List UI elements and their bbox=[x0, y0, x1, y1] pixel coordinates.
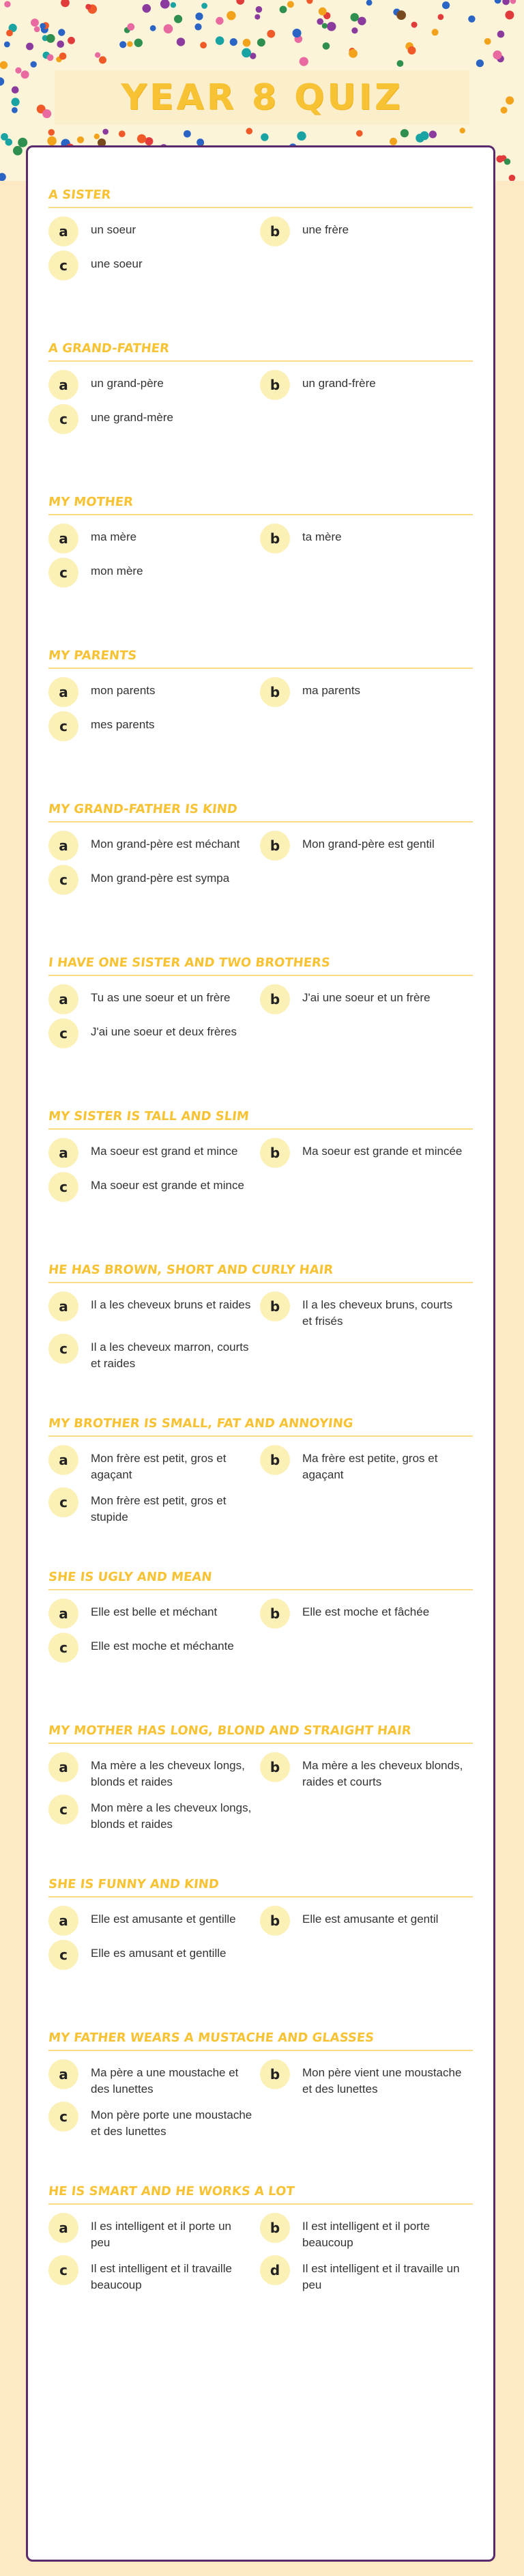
answer-option-c[interactable] bbox=[48, 715, 260, 741]
option-text: Mon père vient une moustache et des lunettes bbox=[302, 2066, 462, 2095]
confetti-dot bbox=[42, 109, 51, 118]
confetti-dot bbox=[323, 42, 330, 50]
answer-option-c[interactable] bbox=[48, 1491, 260, 1526]
question-divider bbox=[48, 2050, 473, 2051]
option-letter-badge: c bbox=[48, 1633, 78, 1663]
answer-option-c[interactable] bbox=[48, 2259, 260, 2293]
option-text: Elle est moche et fâchée bbox=[302, 1605, 430, 1618]
answer-option-c[interactable] bbox=[48, 255, 260, 281]
confetti-dot bbox=[287, 1, 294, 8]
confetti-dot bbox=[396, 10, 406, 20]
confetti-dot bbox=[401, 129, 409, 137]
answer-option-b[interactable] bbox=[260, 528, 471, 554]
confetti-dot bbox=[484, 38, 491, 45]
confetti-dot bbox=[358, 17, 366, 25]
confetti-dot bbox=[476, 59, 484, 67]
confetti-dot bbox=[61, 0, 70, 7]
option-text: Elle es amusant et gentille bbox=[91, 1947, 227, 1960]
confetti-dot bbox=[501, 106, 508, 113]
confetti-dot bbox=[85, 4, 91, 10]
page-title: YEAR 8 QUIZ bbox=[121, 77, 403, 118]
answer-option-c[interactable] bbox=[48, 1637, 260, 1663]
option-letter-badge: c bbox=[48, 1487, 78, 1517]
confetti-dot bbox=[34, 27, 40, 33]
confetti-dot bbox=[242, 48, 251, 58]
option-text: Elle est belle et méchant bbox=[91, 1605, 218, 1618]
answer-option-c[interactable] bbox=[48, 1944, 260, 1970]
answer-option-b[interactable] bbox=[260, 2063, 471, 2098]
answer-option-a[interactable] bbox=[48, 2063, 260, 2098]
confetti-dot bbox=[47, 54, 54, 61]
confetti-dot bbox=[13, 146, 23, 156]
option-text: Ma soeur est grande et mincée bbox=[302, 1145, 463, 1158]
confetti-dot bbox=[119, 41, 126, 48]
confetti-dot bbox=[46, 34, 55, 43]
confetti-dot bbox=[506, 96, 514, 104]
confetti-dot bbox=[267, 30, 275, 38]
option-text: Ma soeur est grande et mince bbox=[91, 1179, 244, 1192]
question-block bbox=[48, 799, 473, 953]
option-letter-badge: a bbox=[48, 2059, 78, 2089]
confetti-dot bbox=[174, 15, 182, 23]
answer-option-c[interactable] bbox=[48, 869, 260, 895]
option-text: Ma frère est petite, gros et agaçant bbox=[302, 1452, 438, 1481]
answer-option-c[interactable] bbox=[48, 1176, 260, 1202]
answer-options bbox=[48, 835, 473, 895]
confetti-dot bbox=[47, 137, 57, 146]
answer-option-a[interactable] bbox=[48, 1603, 260, 1629]
confetti-dot bbox=[432, 29, 439, 35]
option-letter-badge: a bbox=[48, 1752, 78, 1782]
question-title: I HAVE ONE SISTER AND TWO BROTHERS bbox=[47, 956, 331, 970]
question-title: MY MOTHER bbox=[47, 495, 134, 509]
option-letter-badge: c bbox=[48, 1334, 78, 1364]
answer-option-a[interactable] bbox=[48, 1756, 260, 1790]
confetti-dot bbox=[261, 133, 268, 141]
option-letter-badge: c bbox=[48, 711, 78, 741]
option-letter-badge: c bbox=[48, 2102, 78, 2132]
question-divider bbox=[48, 975, 473, 976]
question-block bbox=[48, 339, 473, 492]
option-text: mon parents bbox=[91, 684, 156, 697]
question-block bbox=[48, 492, 473, 646]
question-block bbox=[48, 2181, 473, 2335]
option-letter-badge: b bbox=[260, 1752, 290, 1782]
option-letter-badge: c bbox=[48, 865, 78, 895]
question-block bbox=[48, 1106, 473, 1260]
confetti-dot bbox=[201, 3, 207, 9]
option-letter-badge: c bbox=[48, 558, 78, 588]
confetti-dot bbox=[504, 158, 510, 164]
option-letter-badge: a bbox=[48, 370, 78, 400]
confetti-dot bbox=[509, 175, 516, 181]
answer-options bbox=[48, 1296, 473, 1372]
question-divider bbox=[48, 514, 473, 515]
option-letter-badge: c bbox=[48, 1172, 78, 1202]
confetti-dot bbox=[164, 24, 173, 33]
option-text: Il a les cheveux marron, courts et raides bbox=[91, 1341, 249, 1370]
option-text: Tu as une soeur et un frère bbox=[91, 991, 231, 1004]
confetti-dot bbox=[497, 31, 505, 38]
option-text: J'ai une soeur et deux frères bbox=[91, 1025, 237, 1038]
answer-options bbox=[48, 1603, 473, 1663]
answer-options bbox=[48, 1910, 473, 1970]
confetti-dot bbox=[134, 39, 143, 47]
question-divider bbox=[48, 1589, 473, 1590]
question-title: A GRAND-FATHER bbox=[47, 341, 170, 356]
answer-option-a[interactable] bbox=[48, 1296, 260, 1330]
confetti-dot bbox=[236, 0, 244, 5]
answer-option-a[interactable] bbox=[48, 2217, 260, 2251]
answer-options bbox=[48, 220, 473, 281]
option-letter-badge: c bbox=[48, 1940, 78, 1970]
answer-option-b[interactable] bbox=[260, 1756, 471, 1790]
option-letter-badge: a bbox=[48, 1138, 78, 1168]
confetti-dot bbox=[496, 156, 504, 163]
confetti-dot bbox=[0, 173, 6, 181]
question-title: MY BROTHER IS SMALL, FAT AND ANNOYING bbox=[47, 1416, 354, 1431]
option-text: J'ai une soeur et un frère bbox=[302, 991, 431, 1004]
answer-option-b[interactable] bbox=[260, 1142, 471, 1168]
confetti-dot bbox=[31, 18, 39, 27]
answer-option-c[interactable] bbox=[48, 2106, 260, 2140]
option-letter-badge: b bbox=[260, 2213, 290, 2243]
confetti-dot bbox=[366, 0, 373, 5]
title-banner bbox=[55, 70, 469, 125]
option-text: Ma soeur est grand et mince bbox=[91, 1145, 238, 1158]
option-letter-badge: b bbox=[260, 831, 290, 861]
option-letter-badge: a bbox=[48, 524, 78, 554]
option-text: ma mère bbox=[91, 530, 137, 543]
question-list bbox=[48, 185, 473, 2335]
option-text: Elle est moche et méchante bbox=[91, 1640, 234, 1652]
question-block bbox=[48, 1567, 473, 1721]
confetti-dot bbox=[12, 107, 18, 113]
question-block bbox=[48, 1414, 473, 1567]
option-text: Mon grand-père est gentil bbox=[302, 838, 435, 850]
confetti-dot bbox=[4, 1, 10, 8]
confetti-dot bbox=[127, 23, 134, 31]
confetti-dot bbox=[408, 46, 416, 55]
confetti-dot bbox=[356, 130, 363, 137]
question-divider bbox=[48, 1128, 473, 1130]
option-text: Mon grand-père est sympa bbox=[91, 872, 230, 885]
confetti-dot bbox=[143, 4, 151, 13]
confetti-dot bbox=[194, 23, 201, 30]
answer-options bbox=[48, 374, 473, 434]
quiz-card bbox=[26, 145, 495, 2562]
answer-option-a[interactable] bbox=[48, 1449, 260, 1483]
confetti-dot bbox=[411, 22, 418, 28]
confetti-dot bbox=[195, 12, 203, 20]
option-letter-badge: b bbox=[260, 216, 290, 246]
confetti-dot bbox=[57, 40, 64, 48]
question-title: SHE IS UGLY AND MEAN bbox=[47, 1570, 213, 1584]
option-text: Il est intelligent et il travaille un peu bbox=[302, 2262, 460, 2291]
option-text: Ma père a une moustache et des lunettes bbox=[91, 2066, 239, 2095]
confetti-dot bbox=[442, 1, 450, 9]
answer-option-b[interactable] bbox=[260, 1296, 471, 1330]
option-letter-badge: c bbox=[48, 251, 78, 281]
option-text: ta mère bbox=[302, 530, 342, 543]
option-letter-badge: b bbox=[260, 524, 290, 554]
answer-option-a[interactable] bbox=[48, 681, 260, 707]
confetti-dot bbox=[48, 129, 55, 136]
confetti-dot bbox=[257, 38, 265, 46]
option-text: Mon père porte une moustache et des lunettes bbox=[91, 2108, 252, 2138]
option-letter-badge: c bbox=[48, 1794, 78, 1824]
confetti-dot bbox=[94, 134, 100, 139]
confetti-dot bbox=[502, 0, 510, 5]
confetti-dot bbox=[300, 57, 308, 66]
confetti-dot bbox=[280, 6, 287, 14]
answer-option-c[interactable] bbox=[48, 562, 260, 588]
confetti-dot bbox=[150, 25, 156, 31]
option-text: Mon frère est petit, gros et stupide bbox=[91, 1494, 227, 1523]
confetti-dot bbox=[505, 11, 514, 20]
option-text: une grand-mère bbox=[91, 411, 173, 424]
question-divider bbox=[48, 1282, 473, 1283]
confetti-dot bbox=[145, 137, 153, 145]
option-text: un grand-père bbox=[91, 377, 164, 390]
answer-option-a[interactable] bbox=[48, 374, 260, 400]
option-letter-badge: a bbox=[48, 2213, 78, 2243]
option-text: Mon grand-père est méchant bbox=[91, 838, 240, 850]
answer-option-a[interactable] bbox=[48, 220, 260, 246]
question-divider bbox=[48, 1743, 473, 1744]
question-title: MY FATHER WEARS A MUSTACHE AND GLASSES bbox=[47, 2031, 375, 2045]
confetti-dot bbox=[12, 86, 19, 94]
answer-option-a[interactable] bbox=[48, 835, 260, 861]
confetti-dot bbox=[397, 60, 404, 67]
option-letter-badge: b bbox=[260, 984, 290, 1014]
answer-option-a[interactable] bbox=[48, 1910, 260, 1936]
answer-option-a[interactable] bbox=[48, 988, 260, 1014]
option-text: une soeur bbox=[91, 257, 143, 270]
confetti-dot bbox=[216, 36, 224, 45]
question-block bbox=[48, 1721, 473, 1874]
question-title: MY PARENTS bbox=[47, 648, 138, 663]
confetti-dot bbox=[119, 130, 126, 137]
question-title: HE HAS BROWN, SHORT AND CURLY HAIR bbox=[47, 1263, 334, 1277]
answer-option-b[interactable] bbox=[260, 835, 471, 861]
question-divider bbox=[48, 1435, 473, 1437]
confetti-dot bbox=[227, 11, 235, 20]
answer-option-b[interactable] bbox=[260, 2217, 471, 2251]
confetti-dot bbox=[256, 6, 263, 13]
confetti-dot bbox=[5, 139, 13, 146]
confetti-dot bbox=[297, 132, 306, 141]
answer-option-b[interactable] bbox=[260, 988, 471, 1014]
question-block bbox=[48, 2028, 473, 2181]
confetti-dot bbox=[171, 2, 176, 8]
option-text: Il es intelligent et il porte un peu bbox=[91, 2220, 232, 2249]
option-text: ma parents bbox=[302, 684, 361, 697]
question-title: MY GRAND-FATHER IS KIND bbox=[47, 802, 238, 816]
option-letter-badge: b bbox=[260, 677, 290, 707]
option-letter-badge: c bbox=[48, 404, 78, 434]
answer-option-c[interactable] bbox=[48, 408, 260, 434]
option-letter-badge: d bbox=[260, 2255, 290, 2285]
answer-options bbox=[48, 1449, 473, 1526]
option-text: Il a les cheveux bruns, courts et frisés bbox=[302, 1298, 453, 1328]
confetti-dot bbox=[6, 30, 13, 37]
confetti-dot bbox=[68, 37, 75, 44]
option-letter-badge: c bbox=[48, 1018, 78, 1048]
confetti-dot bbox=[26, 43, 33, 51]
confetti-dot bbox=[322, 23, 328, 29]
confetti-dot bbox=[317, 18, 323, 25]
answer-option-c[interactable] bbox=[48, 1799, 260, 1833]
confetti-dot bbox=[468, 16, 475, 23]
confetti-dot bbox=[351, 27, 358, 33]
option-letter-badge: b bbox=[260, 1599, 290, 1629]
confetti-dot bbox=[127, 41, 132, 46]
question-divider bbox=[48, 2203, 473, 2205]
option-letter-badge: a bbox=[48, 984, 78, 1014]
answer-option-a[interactable] bbox=[48, 528, 260, 554]
confetti-dot bbox=[18, 138, 27, 147]
answer-options bbox=[48, 528, 473, 588]
answer-option-b[interactable] bbox=[260, 681, 471, 707]
option-letter-badge: a bbox=[48, 1291, 78, 1321]
answer-option-b[interactable] bbox=[260, 1910, 471, 1936]
confetti-dot bbox=[230, 38, 237, 46]
question-divider bbox=[48, 668, 473, 669]
confetti-dot bbox=[99, 56, 106, 63]
option-text: Mon frère est petit, gros et agaçant bbox=[91, 1452, 227, 1481]
answer-options bbox=[48, 2217, 473, 2293]
option-letter-badge: a bbox=[48, 1445, 78, 1475]
option-text: une frère bbox=[302, 223, 349, 236]
answer-option-a[interactable] bbox=[48, 1142, 260, 1168]
confetti-dot bbox=[160, 0, 170, 9]
option-letter-badge: b bbox=[260, 1445, 290, 1475]
answer-option-c[interactable] bbox=[48, 1022, 260, 1048]
confetti-dot bbox=[77, 137, 84, 143]
answer-option-b[interactable] bbox=[260, 220, 471, 246]
option-text: Il est intelligent et il porte beaucoup bbox=[302, 2220, 431, 2249]
confetti-dot bbox=[254, 14, 260, 20]
option-text: Elle est amusante et gentille bbox=[91, 1913, 236, 1926]
confetti-dot bbox=[306, 0, 312, 4]
confetti-dot bbox=[429, 130, 437, 138]
confetti-dot bbox=[319, 8, 327, 16]
confetti-dot bbox=[416, 134, 424, 143]
option-letter-badge: a bbox=[48, 677, 78, 707]
confetti-dot bbox=[390, 138, 397, 145]
confetti-dot bbox=[12, 98, 20, 106]
question-title: SHE IS FUNNY AND KIND bbox=[47, 1877, 220, 1891]
confetti-dot bbox=[4, 42, 10, 48]
confetti-dot bbox=[15, 68, 21, 74]
answer-options bbox=[48, 1142, 473, 1202]
confetti-dot bbox=[351, 13, 359, 21]
option-letter-badge: a bbox=[48, 1906, 78, 1936]
option-letter-badge: b bbox=[260, 1906, 290, 1936]
option-text: Il est intelligent et il travaille beaucoup bbox=[91, 2262, 232, 2291]
confetti-dot bbox=[0, 77, 4, 85]
confetti-dot bbox=[102, 129, 108, 135]
answer-option-b[interactable] bbox=[260, 1603, 471, 1629]
question-divider bbox=[48, 207, 473, 208]
confetti-dot bbox=[438, 14, 444, 20]
question-block bbox=[48, 1874, 473, 2028]
confetti-dot bbox=[0, 61, 8, 70]
confetti-dot bbox=[349, 49, 358, 58]
question-divider bbox=[48, 1896, 473, 1898]
confetti-dot bbox=[327, 22, 336, 31]
answer-option-b[interactable] bbox=[260, 1449, 471, 1483]
option-text: Mon mère a les cheveux longs, blonds et raides bbox=[91, 1801, 252, 1831]
option-text: un grand-frère bbox=[302, 377, 376, 390]
option-text: Ma mère a les cheveux longs, blonds et raides bbox=[91, 1759, 245, 1788]
option-letter-badge: b bbox=[260, 370, 290, 400]
confetti-dot bbox=[40, 23, 46, 29]
confetti-dot bbox=[177, 38, 185, 46]
question-block bbox=[48, 953, 473, 1106]
option-text: mes parents bbox=[91, 718, 155, 731]
option-text: Il a les cheveux bruns et raides bbox=[91, 1298, 251, 1311]
option-text: Ma mère a les cheveux blonds, raides et courts bbox=[302, 1759, 463, 1788]
option-letter-badge: b bbox=[260, 1138, 290, 1168]
option-letter-badge: b bbox=[260, 2059, 290, 2089]
confetti-dot bbox=[58, 29, 65, 35]
answer-options bbox=[48, 681, 473, 741]
question-divider bbox=[48, 821, 473, 822]
option-letter-badge: a bbox=[48, 1599, 78, 1629]
confetti-dot bbox=[510, 0, 516, 4]
option-letter-badge: c bbox=[48, 2255, 78, 2285]
confetti-dot bbox=[95, 53, 100, 58]
confetti-dot bbox=[200, 42, 207, 48]
confetti-dot bbox=[493, 51, 501, 59]
confetti-dot bbox=[243, 39, 251, 47]
answer-option-b[interactable] bbox=[260, 374, 471, 400]
confetti-dot bbox=[184, 130, 191, 138]
option-letter-badge: a bbox=[48, 216, 78, 246]
answer-option-d[interactable] bbox=[260, 2259, 471, 2293]
answer-options bbox=[48, 2063, 473, 2140]
confetti-dot bbox=[293, 29, 302, 38]
answer-option-c[interactable] bbox=[48, 1338, 260, 1372]
question-block bbox=[48, 646, 473, 799]
answer-options bbox=[48, 1756, 473, 1833]
question-title: MY MOTHER HAS LONG, BLOND AND STRAIGHT HAIR bbox=[47, 1723, 412, 1738]
confetti-dot bbox=[460, 128, 465, 133]
confetti-dot bbox=[495, 0, 501, 3]
option-text: un soeur bbox=[91, 223, 136, 236]
option-letter-badge: a bbox=[48, 831, 78, 861]
question-title: A SISTER bbox=[47, 188, 112, 202]
question-title: HE IS SMART AND HE WORKS A LOT bbox=[47, 2184, 295, 2199]
answer-options bbox=[48, 988, 473, 1048]
question-block bbox=[48, 185, 473, 339]
question-block bbox=[48, 1260, 473, 1414]
confetti-dot bbox=[31, 61, 37, 68]
confetti-dot bbox=[21, 70, 29, 78]
option-text: mon mère bbox=[91, 564, 143, 577]
question-title: MY SISTER IS TALL AND SLIM bbox=[47, 1109, 250, 1124]
confetti-dot bbox=[246, 128, 253, 134]
confetti-dot bbox=[137, 134, 146, 143]
question-divider bbox=[48, 360, 473, 362]
confetti-dot bbox=[59, 53, 67, 60]
option-letter-badge: b bbox=[260, 1291, 290, 1321]
confetti-dot bbox=[216, 17, 223, 25]
option-text: Elle est amusante et gentil bbox=[302, 1913, 439, 1926]
